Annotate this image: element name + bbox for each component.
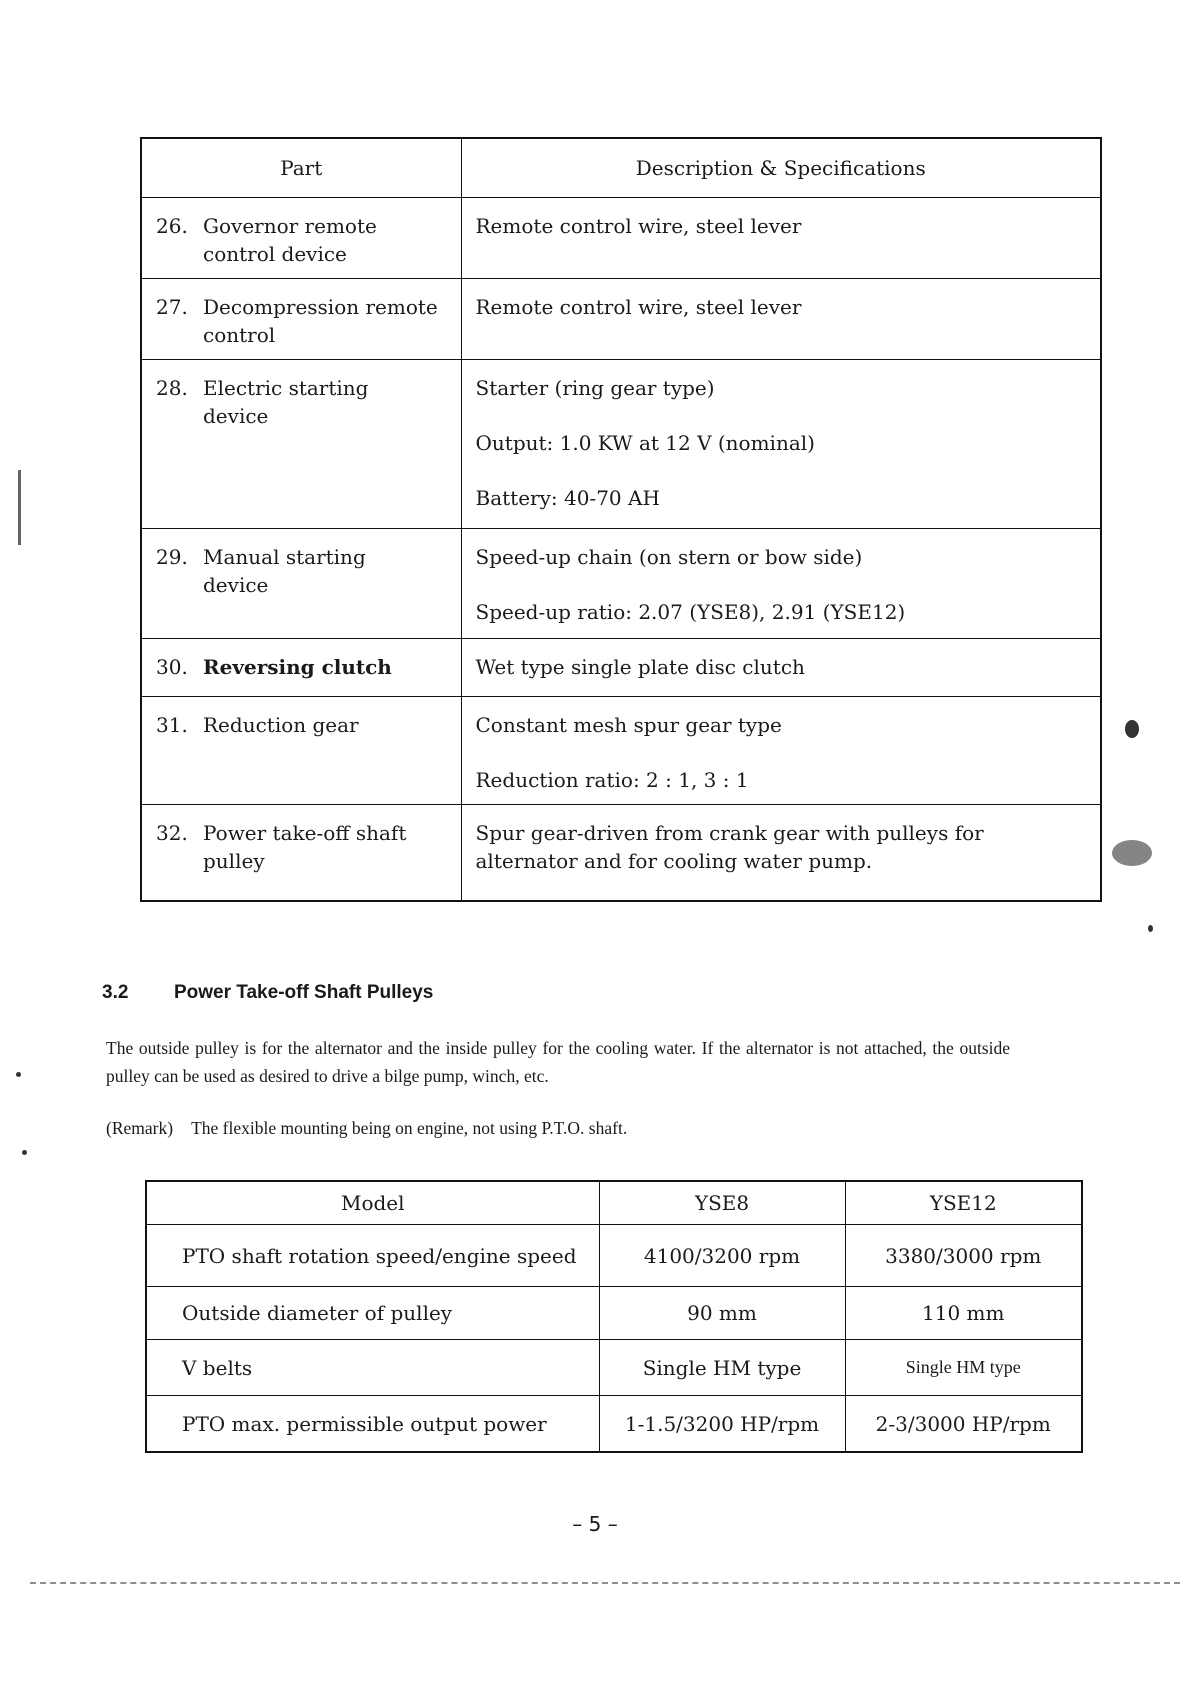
description-line: Remote control wire, steel lever bbox=[475, 214, 802, 238]
part-name: device bbox=[203, 404, 269, 428]
part-name: Decompression remote bbox=[203, 295, 438, 319]
model-column-header: Model bbox=[146, 1181, 599, 1225]
remark-note bbox=[106, 1118, 627, 1139]
item-number: 32. bbox=[156, 821, 188, 845]
description-cell bbox=[461, 639, 1101, 697]
specs-header-row bbox=[141, 138, 1101, 198]
description-line: Speed-up chain (on stern or bow side) bbox=[475, 545, 863, 569]
body-paragraph bbox=[106, 1034, 1010, 1090]
yse8-value: 4100/3200 rpm bbox=[599, 1225, 845, 1287]
yse8-value: Single HM type bbox=[599, 1340, 845, 1396]
part-name: device bbox=[203, 573, 269, 597]
yse12-value: 110 mm bbox=[845, 1287, 1082, 1340]
section-title: Power Take-off Shaft Pulleys bbox=[174, 982, 434, 1003]
remark-text: The flexible mounting being on engine, not using P.T.O. shaft. bbox=[191, 1118, 628, 1138]
yse8-value: 90 mm bbox=[599, 1287, 845, 1340]
part-cell bbox=[141, 639, 461, 697]
table-row bbox=[146, 1396, 1082, 1453]
table-row bbox=[146, 1225, 1082, 1287]
table-row bbox=[141, 639, 1101, 697]
table-row bbox=[141, 529, 1101, 639]
scan-speck bbox=[16, 1072, 21, 1077]
description-line: Speed-up ratio: 2.07 (YSE8), 2.91 (YSE12) bbox=[475, 600, 906, 624]
table-row bbox=[141, 279, 1101, 360]
row-label: Outside diameter of pulley bbox=[146, 1287, 599, 1340]
item-number: 26. bbox=[156, 214, 188, 238]
scan-speck bbox=[1125, 720, 1139, 738]
table-row bbox=[141, 805, 1101, 901]
yse12-value: Single HM type bbox=[845, 1340, 1082, 1396]
scan-speck bbox=[1112, 840, 1152, 866]
description-line: Starter (ring gear type) bbox=[475, 376, 715, 400]
part-name: Reduction gear bbox=[203, 713, 359, 737]
description-cell bbox=[461, 360, 1101, 529]
table-row bbox=[146, 1340, 1082, 1396]
part-name: control bbox=[203, 323, 276, 347]
scan-speck bbox=[1148, 925, 1153, 932]
row-label: PTO shaft rotation speed/engine speed bbox=[146, 1225, 599, 1287]
paragraph-text: The outside pulley is for the alternator and the inside pulley for the cooling water. If the alternator is not attached, the outside pulley can be used as desired to drive a bilge pump, winch, etc. bbox=[106, 1038, 1010, 1086]
description-line: Wet type single plate disc clutch bbox=[475, 655, 805, 679]
table-row bbox=[141, 697, 1101, 805]
specifications-table bbox=[140, 137, 1102, 902]
item-number: 31. bbox=[156, 713, 188, 737]
scan-edge-line bbox=[30, 1582, 1180, 1584]
description-line: Spur gear-driven from crank gear with pulleys for alternator and for cooling water pump. bbox=[475, 821, 984, 873]
yse12-value: 3380/3000 rpm bbox=[845, 1225, 1082, 1287]
part-name: Governor remote bbox=[203, 214, 377, 238]
part-name: pulley bbox=[203, 849, 265, 873]
row-label: PTO max. permissible output power bbox=[146, 1396, 599, 1453]
part-name: Manual starting bbox=[203, 545, 366, 569]
description-column-header: Description & Specifications bbox=[461, 138, 1101, 198]
section-number: 3.2 bbox=[102, 982, 129, 1003]
item-number: 27. bbox=[156, 295, 188, 319]
part-cell bbox=[141, 697, 461, 805]
description-cell bbox=[461, 529, 1101, 639]
table-row bbox=[141, 360, 1101, 529]
item-number: 28. bbox=[156, 376, 188, 400]
remark-label: (Remark) bbox=[106, 1118, 174, 1138]
table-row bbox=[141, 198, 1101, 279]
part-column-header: Part bbox=[141, 138, 461, 198]
item-number: 30. bbox=[156, 655, 188, 679]
part-cell bbox=[141, 198, 461, 279]
description-line: Output: 1.0 KW at 12 V (nominal) bbox=[475, 431, 815, 455]
description-line: Constant mesh spur gear type bbox=[475, 713, 782, 737]
part-name: Reversing clutch bbox=[203, 655, 392, 679]
description-cell bbox=[461, 805, 1101, 901]
part-cell bbox=[141, 360, 461, 529]
part-cell bbox=[141, 805, 461, 901]
yse12-value: 2-3/3000 HP/rpm bbox=[845, 1396, 1082, 1453]
part-name: Power take-off shaft bbox=[203, 821, 407, 845]
pto-header-row bbox=[146, 1181, 1082, 1225]
description-cell bbox=[461, 279, 1101, 360]
table-row bbox=[146, 1287, 1082, 1340]
part-cell bbox=[141, 279, 461, 360]
part-name: Electric starting bbox=[203, 376, 369, 400]
yse12-column-header: YSE12 bbox=[845, 1181, 1082, 1225]
description-line: Reduction ratio: 2 : 1, 3 : 1 bbox=[475, 768, 749, 792]
row-label: V belts bbox=[146, 1340, 599, 1396]
scan-speck bbox=[22, 1150, 27, 1155]
page-number: – 5 – bbox=[572, 1512, 618, 1536]
description-cell bbox=[461, 198, 1101, 279]
margin-mark bbox=[18, 470, 21, 545]
description-line: Remote control wire, steel lever bbox=[475, 295, 802, 319]
yse8-column-header: YSE8 bbox=[599, 1181, 845, 1225]
pto-pulley-table bbox=[145, 1180, 1083, 1453]
yse8-value: 1-1.5/3200 HP/rpm bbox=[599, 1396, 845, 1453]
part-cell bbox=[141, 529, 461, 639]
description-line: Battery: 40-70 AH bbox=[475, 486, 660, 510]
part-name: control device bbox=[203, 242, 347, 266]
description-cell bbox=[461, 697, 1101, 805]
item-number: 29. bbox=[156, 545, 188, 569]
